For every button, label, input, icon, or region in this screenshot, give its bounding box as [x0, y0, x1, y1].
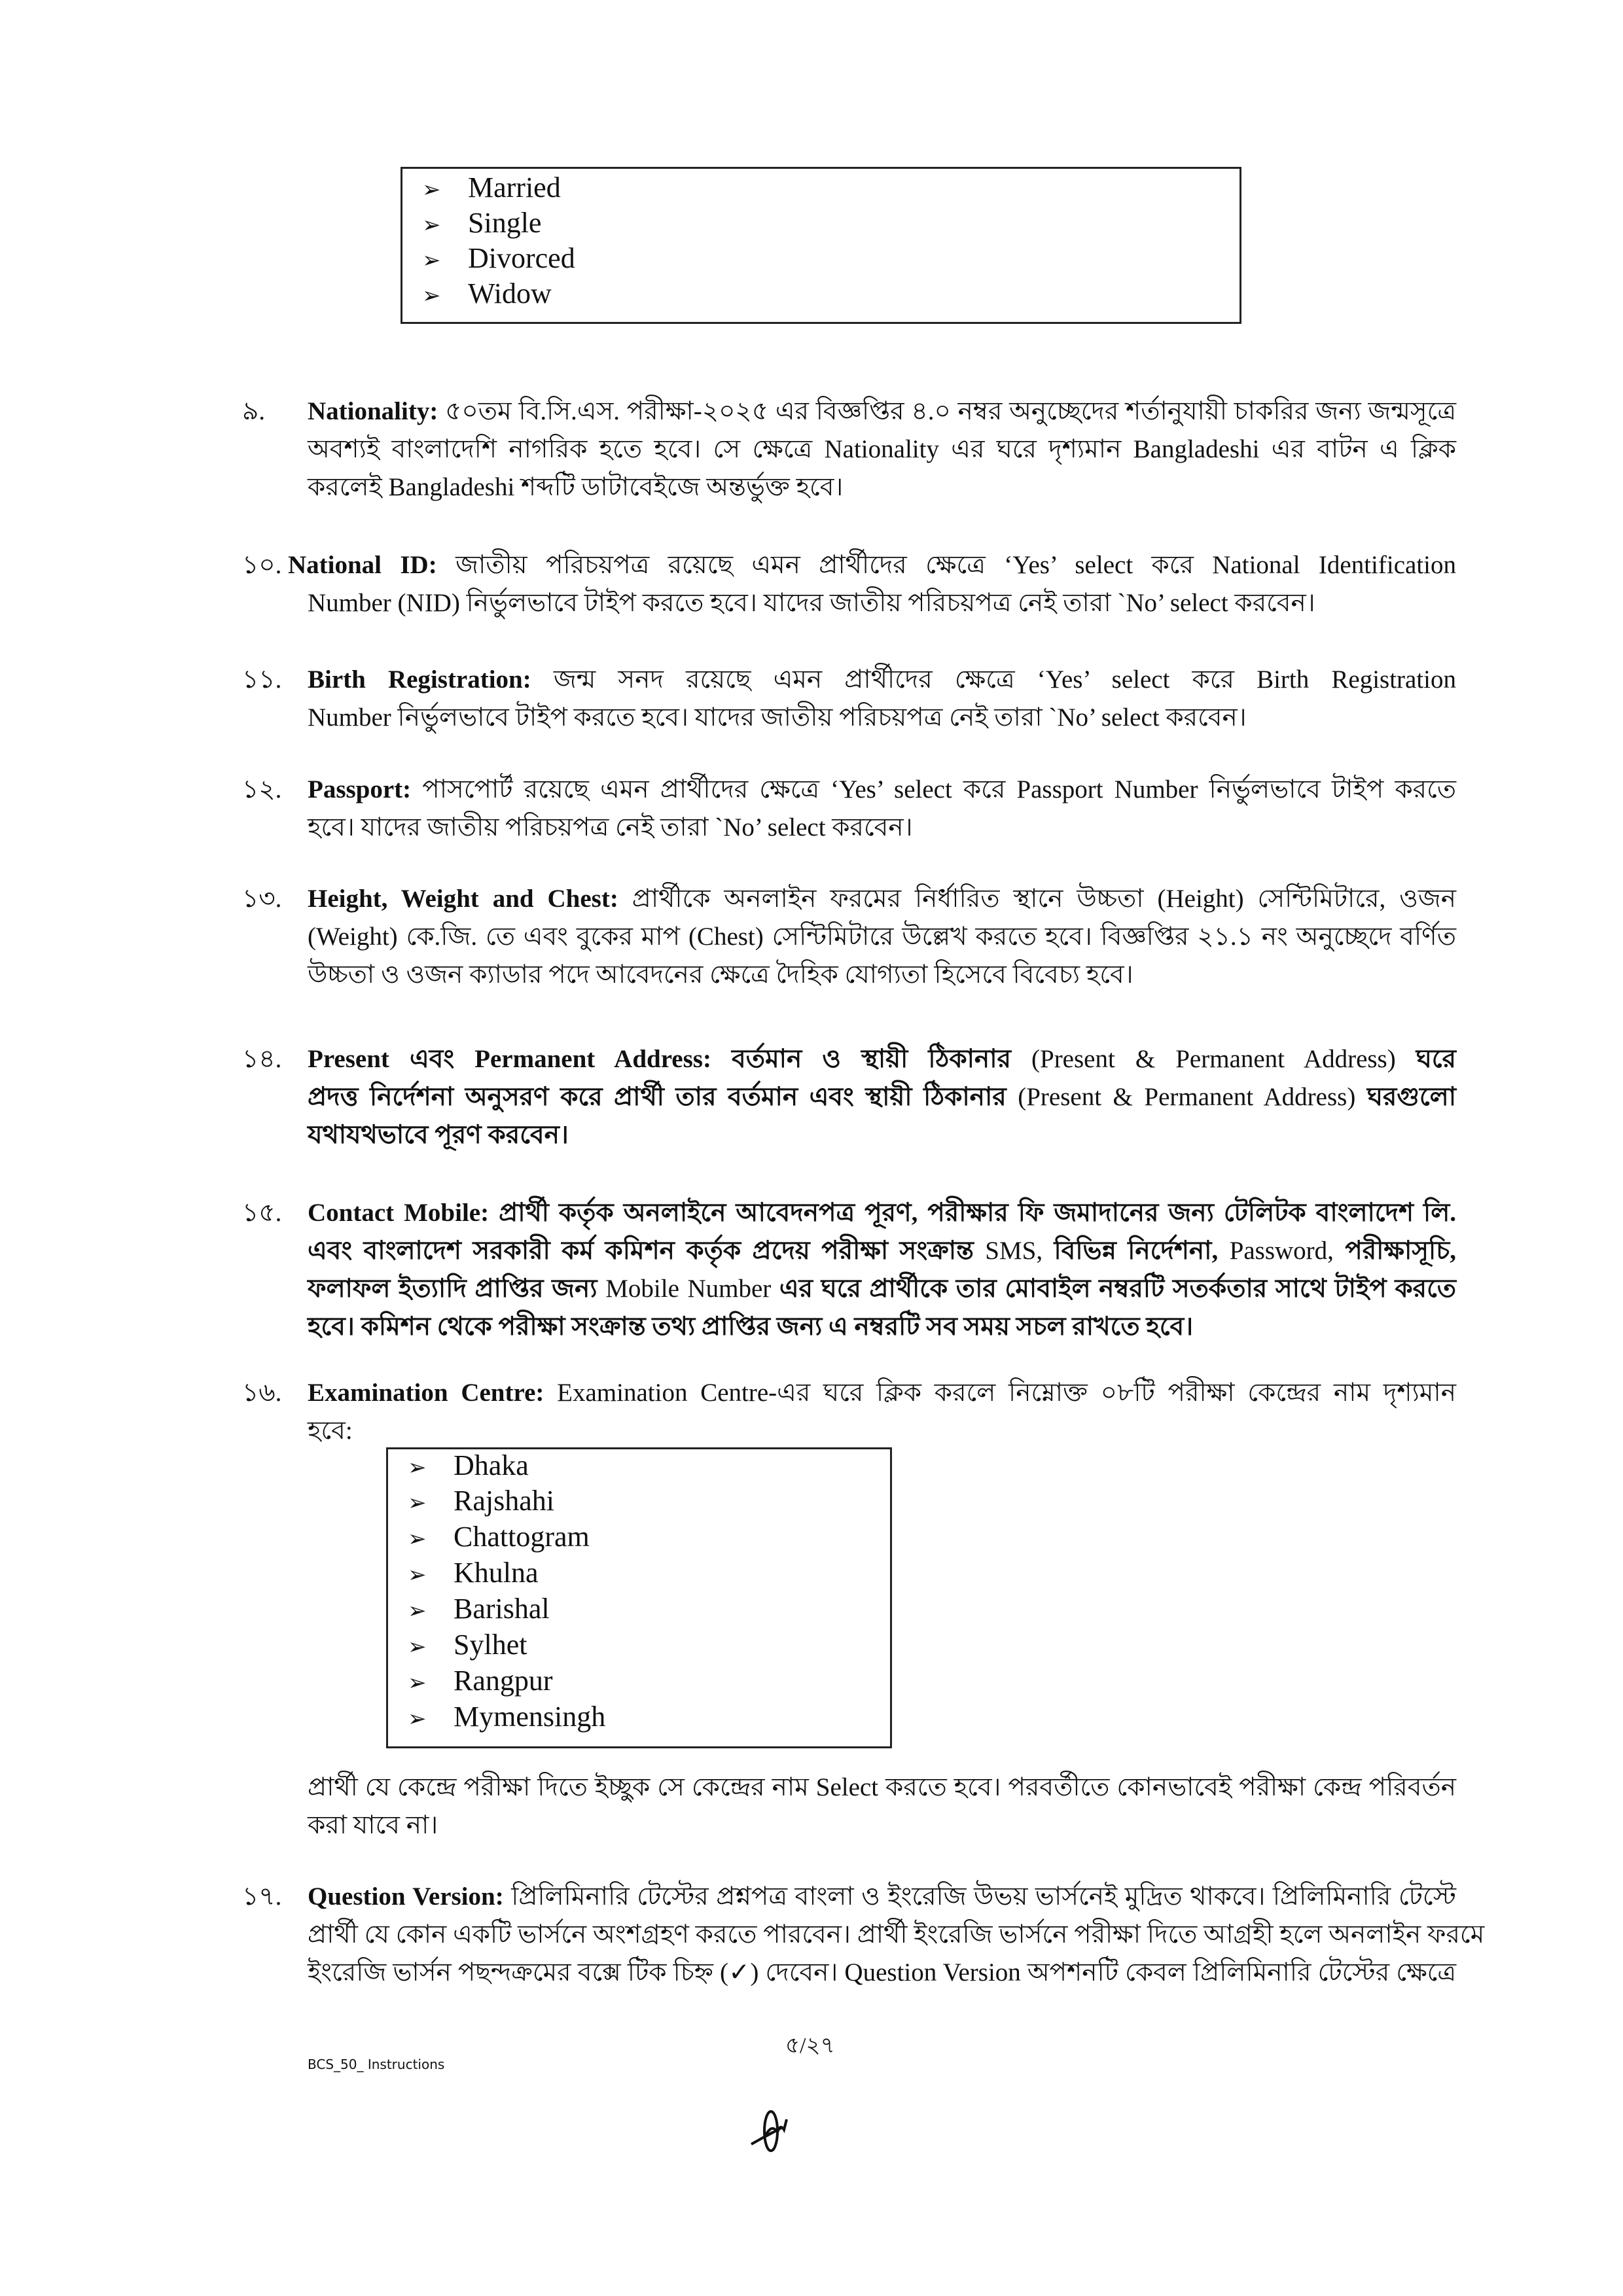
- instruction-national-id: [242, 546, 1456, 622]
- list-item: [422, 205, 541, 243]
- list-item: [408, 1448, 529, 1486]
- instruction-nationality: [242, 393, 1456, 506]
- instruction-contact-mobile: [242, 1194, 1456, 1346]
- instruction-birth-registration: [242, 661, 1456, 737]
- item-heading: Passport:: [308, 775, 412, 804]
- paragraph-text: এবং বাংলাদেশ সরকারী কর্ম কমিশন কর্তৃক প্রদেয় পরীক্ষা সংক্রান্ত: [308, 1237, 974, 1265]
- paragraph-line: (Weight) কে.জি. তে এবং বুকের মাপ (Chest) সেন্টিমিটারে উল্লেখ করতে হবে। বিজ্ঞপ্তির ২১.১ নং অনুচ্ছেদে বর্ণিত: [308, 923, 1456, 951]
- list-item: [422, 276, 552, 314]
- paragraph-text: ফলাফল ইত্যাদি প্রাপ্তির জন্য: [308, 1275, 597, 1303]
- paragraph-text: প্রার্থী কর্তৃক অনলাইনে আবেদনপত্র পূরণ, পরীক্ষার ফি জমাদানের জন্য টেলিটক বাংলাদেশ লি.: [499, 1199, 1457, 1227]
- paragraph-text: Password,: [1229, 1237, 1334, 1265]
- paragraph-text: প্রার্থীকে অনলাইন ফরমের নির্ধারিত স্থানে উচ্চতা (Height) সেন্টিমিটারে, ওজন: [632, 885, 1456, 913]
- paragraph-text: প্রদত্ত নির্দেশনা অনুসরণ করে প্রার্থী তার বর্তমান এবং স্থায়ী ঠিকানার: [308, 1083, 1007, 1111]
- marital-status-options-box: [401, 167, 1241, 324]
- paragraph-text: Mobile Number: [605, 1275, 772, 1303]
- arrowhead-bullet-icon: ➢: [408, 1706, 427, 1731]
- paragraph-text: ঘরগুলো: [1366, 1083, 1457, 1111]
- centre-label: Chattogram: [454, 1521, 590, 1553]
- arrowhead-bullet-icon: ➢: [408, 1670, 427, 1695]
- item-number: ৯.: [242, 397, 266, 425]
- item-heading: Nationality:: [308, 397, 438, 425]
- centre-label: Dhaka: [454, 1449, 529, 1481]
- handwritten-signature: [746, 2104, 825, 2156]
- paragraph-line: যথাযথভাবে পূরণ করবেন।: [308, 1121, 569, 1149]
- paragraph-line: Number নির্ভুলভাবে টাইপ করতে হবে। যাদের জাতীয় পরিচয়পত্র নেই তারা `No’ select করবেন।: [308, 703, 1247, 732]
- item-heading: Question Version:: [308, 1882, 504, 1911]
- examination-centre-note: [308, 1769, 1456, 1845]
- examination-centre-options-box: [386, 1447, 892, 1748]
- arrowhead-bullet-icon: ➢: [408, 1634, 427, 1659]
- paragraph-text: এর ঘরে প্রার্থীকে তার মোবাইল নম্বরটি সতর্কতার সাথে টাইপ করতে: [779, 1275, 1457, 1303]
- item-number: ১৭.: [242, 1882, 282, 1911]
- paragraph-line: করলেই Bangladeshi শব্দটি ডাটাবেইজে অন্তর্ভুক্ত হবে।: [308, 473, 844, 501]
- item-number: ১৫.: [242, 1199, 282, 1227]
- centre-label: Khulna: [454, 1557, 539, 1589]
- paragraph-text: বর্তমান ও স্থায়ী ঠিকানার: [732, 1045, 1011, 1073]
- paragraph-line: ইংরেজি ভার্সন পছন্দক্রমের বক্সে টিক চিহ্ন (✓) দেবেন। Question Version অপশনটি কেবল প্রিলিমিনারি টেস্টের ক্ষেত্রে: [308, 1958, 1456, 1987]
- option-label: Widow: [468, 277, 552, 309]
- arrowhead-bullet-icon: ➢: [408, 1563, 427, 1587]
- arrowhead-bullet-icon: ➢: [408, 1598, 427, 1623]
- instruction-passport: [242, 771, 1456, 847]
- instruction-examination-centre: [242, 1374, 1456, 1450]
- paragraph-line: [308, 661, 1456, 699]
- paragraph-line: [308, 1270, 1456, 1308]
- item-number: ১৬.: [242, 1379, 282, 1407]
- paragraph-text: পাসপোর্ট রয়েছে এমন প্রার্থীদের ক্ষেত্রে ‘Yes’ select করে Passport Number নির্ভুলভাবে টাইপ করতে: [422, 775, 1456, 804]
- paragraph-line: প্রার্থী যে কেন্দ্রে পরীক্ষা দিতে ইচ্ছুক সে কেন্দ্রের নাম Select করতে হবে। পরবর্তীতে কোনভাবেই পরীক্ষা কেন্দ্র পরিবর্তন: [308, 1773, 1456, 1801]
- paragraph-line: হবে। যাদের জাতীয় পরিচয়পত্র নেই তারা `No’ select করবেন।: [308, 813, 913, 841]
- paragraph-line: [308, 1232, 1456, 1270]
- page-number: ৫/২৭: [785, 2034, 835, 2058]
- arrowhead-bullet-icon: ➢: [422, 248, 441, 273]
- paragraph-text: জাতীয় পরিচয়পত্র রয়েছে এমন প্রার্থীদের ক্ষেত্রে ‘Yes’ select করে National Identification: [455, 551, 1456, 579]
- paragraph-line: [308, 1040, 1456, 1078]
- item-number: ১১.: [242, 665, 282, 694]
- paragraph-text: (Present & Permanent Address): [1031, 1045, 1396, 1073]
- paragraph-line: হবে। কমিশন থেকে পরীক্ষা সংক্রান্ত তথ্য প্রাপ্তির জন্য এ নম্বরটি সব সময় সচল রাখতে হবে।: [308, 1313, 1194, 1341]
- paragraph-line: [308, 771, 1456, 809]
- list-item: [408, 1591, 550, 1629]
- centre-label: Sylhet: [454, 1629, 527, 1661]
- arrowhead-bullet-icon: ➢: [408, 1455, 427, 1480]
- paragraph-line: [308, 1194, 1456, 1232]
- paragraph-line: [308, 1078, 1456, 1116]
- list-item: [408, 1663, 553, 1701]
- list-item: [408, 1519, 590, 1557]
- list-item: [422, 170, 561, 208]
- list-item: [408, 1555, 539, 1593]
- paragraph-text: প্রিলিমিনারি টেস্টের প্রশ্নপত্র বাংলা ও ইংরেজি উভয় ভার্সনেই মুদ্রিত থাকবে। প্রিলিমিনারি টেস্টে: [511, 1882, 1457, 1911]
- item-number: ১৪.: [242, 1045, 282, 1073]
- item-heading: Contact Mobile:: [308, 1199, 490, 1227]
- option-label: Divorced: [468, 242, 575, 274]
- instruction-question-version: [242, 1878, 1485, 1992]
- paragraph-line: উচ্চতা ও ওজন ক্যাডার পদে আবেদনের ক্ষেত্রে দৈহিক যোগ্যতা হিসেবে বিবেচ্য হবে।: [308, 961, 1133, 989]
- paragraph-line: হবে:: [308, 1417, 353, 1445]
- paragraph-line: [288, 546, 1456, 584]
- list-item: [408, 1483, 554, 1521]
- arrowhead-bullet-icon: ➢: [422, 213, 441, 238]
- instruction-height-weight-chest: [242, 880, 1456, 994]
- paragraph-line: [308, 393, 1456, 431]
- paragraph-text: Examination Centre-এর ঘরে ক্লিক করলে নিম্নোক্ত ০৮টি পরীক্ষা কেন্দ্রের নাম দৃশ্যমান: [557, 1379, 1456, 1407]
- item-number: ১২.: [242, 775, 282, 804]
- centre-label: Mymensingh: [454, 1701, 606, 1733]
- paragraph-line: প্রার্থী যে কোন একটি ভার্সনে অংশগ্রহণ করতে পারবেন। প্রার্থী ইংরেজি ভার্সনে পরীক্ষা দিতে আগ্রহী হলে অনলাইন ফরমে: [308, 1920, 1485, 1949]
- option-label: Single: [468, 207, 542, 239]
- item-heading: Height, Weight and Chest:: [308, 885, 618, 913]
- arrowhead-bullet-icon: ➢: [422, 283, 441, 308]
- paragraph-line: [308, 880, 1456, 918]
- option-label: Married: [468, 171, 561, 203]
- list-item: [422, 241, 575, 279]
- paragraph-text: ৫০তম বি.সি.এস. পরীক্ষা-২০২৫ এর বিজ্ঞপ্তির ৪.০ নম্বর অনুচ্ছেদের শর্তানুযায়ী চাকরির জন্য জন্মসূত্রে: [445, 397, 1457, 425]
- paragraph-text: পরীক্ষাসূচি,: [1345, 1237, 1457, 1265]
- paragraph-line: [308, 1878, 1456, 1916]
- item-number: ১০.: [242, 551, 282, 579]
- paragraph-text: বিভিন্ন নির্দেশনা,: [1054, 1237, 1219, 1265]
- paragraph-text: (Present & Permanent Address): [1018, 1083, 1356, 1111]
- list-item: [408, 1699, 605, 1737]
- arrowhead-bullet-icon: ➢: [408, 1491, 427, 1515]
- item-heading: National ID:: [288, 551, 437, 579]
- paragraph-line: [308, 1374, 1456, 1412]
- footer-document-label: BCS_50_ Instructions: [308, 2057, 445, 2072]
- paragraph-line: অবশ্যই বাংলাদেশি নাগরিক হতে হবে। সে ক্ষেত্রে Nationality এর ঘরে দৃশ্যমান Bangladeshi এর বাটন এ ক্লিক: [308, 435, 1456, 463]
- arrowhead-bullet-icon: ➢: [422, 177, 441, 202]
- item-heading: Present এবং Permanent Address:: [308, 1045, 711, 1073]
- item-number: ১৩.: [242, 885, 282, 913]
- list-item: [408, 1627, 527, 1665]
- arrowhead-bullet-icon: ➢: [408, 1527, 427, 1551]
- paragraph-text: জন্ম সনদ রয়েছে এমন প্রার্থীদের ক্ষেত্রে ‘Yes’ select করে Birth Registration: [553, 665, 1457, 694]
- instruction-present-permanent-address: [242, 1040, 1456, 1154]
- centre-label: Rangpur: [454, 1665, 553, 1697]
- item-heading: Birth Registration:: [308, 665, 531, 694]
- centre-label: Rajshahi: [454, 1485, 554, 1517]
- paragraph-text: SMS,: [985, 1237, 1043, 1265]
- item-heading: Examination Centre:: [308, 1379, 544, 1407]
- paragraph-line: Number (NID) নির্ভুলভাবে টাইপ করতে হবে। যাদের জাতীয় পরিচয়পত্র নেই তারা `No’ select করবেন।: [308, 589, 1315, 617]
- paragraph-text: ঘরে: [1416, 1045, 1456, 1073]
- centre-label: Barishal: [454, 1593, 550, 1625]
- paragraph-line: করা যাবে না।: [308, 1811, 438, 1839]
